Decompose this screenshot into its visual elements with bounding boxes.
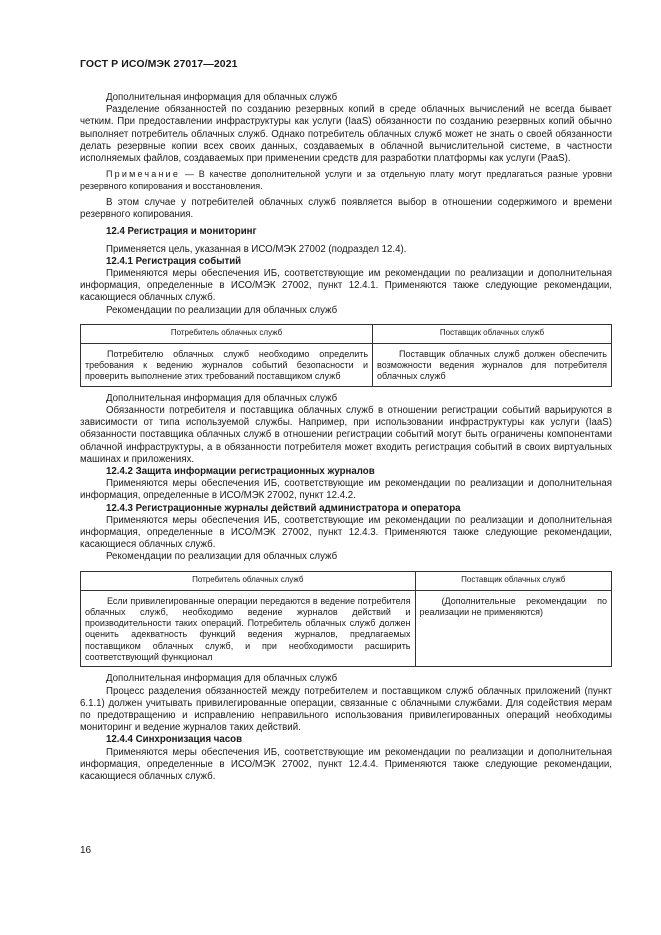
table-header-provider: Поставщик облачных служб [373, 324, 612, 343]
paragraph: Обязанности потребителя и поставщика облачных служб в отношении регистрации событий варьируются в зависимости от типа используемой службы. Например, при использовании инфраструктуры как услуги (IaaS) обязанности поставщика облачных служб в отношении регистрации событий могут быть ограничены компонентами облачной инфраструктуры, а в обязанности потребителя может входить регистрация событий в своих виртуальных машинах и приложениях. [80, 404, 612, 465]
paragraph: Процесс разделения обязанностей между потребителем и поставщиком служб облачных приложений (пункт 6.1.1) должен учитывать привилегированные операции, связанные с облачными службами. Для содействия мерам по предотвращению и исправлению неправильного использования привилегированных операций необходимы мониторинг и ведение журналов таких действий. [80, 685, 612, 734]
document-header: ГОСТ Р ИСО/МЭК 27017—2021 [80, 58, 238, 70]
section-heading-12-4-1: 12.4.1 Регистрация событий [106, 255, 242, 267]
section-heading-12-4-2: 12.4.2 Защита информации регистрационных журналов [106, 465, 375, 477]
page-number: 16 [80, 845, 92, 856]
section-heading-12-4-3: 12.4.3 Регистрационные журналы действий администратора и оператора [106, 502, 461, 514]
note-label: Примечание [106, 169, 181, 180]
recommendations-table-2 [80, 571, 612, 668]
note [80, 169, 612, 192]
table-row [81, 343, 612, 386]
recommendations-table-1 [80, 324, 612, 387]
table-cell-provider: Поставщик облачных служб должен обеспечить возможности ведения журналов для потребителя облачных служб [373, 343, 612, 386]
paragraph: Рекомендации по реализации для облачных служб [106, 304, 338, 316]
paragraph: Дополнительная информация для облачных служб [106, 673, 338, 685]
document-body [80, 92, 612, 783]
section-heading-12-4: 12.4 Регистрация и мониторинг [106, 226, 257, 238]
paragraph: Применяется цель, указанная в ИСО/МЭК 27002 (подраздел 12.4). [106, 243, 407, 255]
paragraph: Дополнительная информация для облачных служб [106, 392, 338, 404]
paragraph: Применяются меры обеспечения ИБ, соответствующие им рекомендации по реализации и дополнительная информация, определенные в ИСО/МЭК 27002, пункт 12.4.1. Применяются также следующие рекомендации, касающиеся облачных служб. [80, 268, 612, 304]
table-cell-consumer: Потребителю облачных служб необходимо определить требования к ведению журналов событий безопасности и проверить выполнение этих требований поставщиком служб [81, 343, 373, 386]
table-header-consumer: Потребитель облачных служб [81, 571, 416, 590]
table-header-consumer: Потребитель облачных служб [81, 324, 373, 343]
table-row [81, 590, 612, 667]
note-text: — В качестве дополнительной услуги и за отдельную плату могут предлагаться разные уровни резервного копирования и восстановления. [80, 169, 612, 191]
section-heading-12-4-4: 12.4.4 Синхронизация часов [106, 734, 243, 746]
table-cell-provider: (Дополнительные рекомендации по реализации не применяются) [415, 590, 611, 667]
paragraph: Разделение обязанностей по созданию резервных копий в среде облачных вычислений не всегда бывает четким. При предоставлении инфраструктуры как услуги (IaaS) обязанности по созданию резервных копий обычно выполняет потребитель облачных служб. Однако потребитель облачных служб может не знать о своей обязанности делать резервные копии всех своих данных, создаваемых в облачной вычислительной системе, в частности исполняемых файлов, создаваемых при применении средств для разработки платформы как услуги (PaaS). [80, 104, 612, 165]
paragraph: Применяются меры обеспечения ИБ, соответствующие им рекомендации по реализации и дополнительная информация, определенные в ИСО/МЭК 27002, пункт 12.4.4. Применяются также следующие рекомендации, касающиеся облачных служб. [80, 746, 612, 782]
paragraph: Применяются меры обеспечения ИБ, соответствующие им рекомендации по реализации и дополнительная информация, определенные в ИСО/МЭК 27002, пункт 12.4.2. [80, 478, 612, 502]
table-cell-consumer: Если привилегированные операции передаются в ведение потребителя облачных служб, необходимо ведение журналов действий и производительности таких операций. Потребитель облачных служб должен оценить адекватность функций ведения журналов, предлагаемых поставщиком облачных служб, и при необходимости расширить соответствующий функционал [81, 590, 416, 667]
paragraph: В этом случае у потребителей облачных служб появляется выбор в отношении содержимого и времени резервного копирования. [80, 197, 612, 221]
paragraph: Дополнительная информация для облачных служб [106, 92, 338, 103]
table-header-provider: Поставщик облачных служб [415, 571, 611, 590]
paragraph: Применяются меры обеспечения ИБ, соответствующие им рекомендации по реализации и дополнительная информация, определенные в ИСО/МЭК 27002, пункт 12.4.3. Применяются также следующие рекомендации, касающиеся облачных служб. [80, 514, 612, 551]
paragraph: Рекомендации по реализации для облачных служб [106, 551, 338, 563]
